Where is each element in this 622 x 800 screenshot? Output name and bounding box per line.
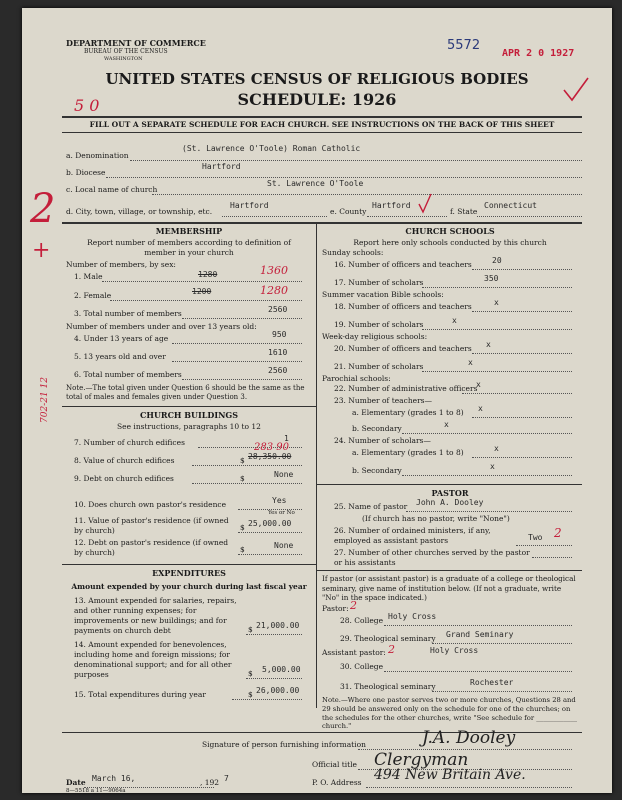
- q22-value: x: [476, 380, 481, 389]
- assistant-value: Holy Cross: [430, 646, 479, 655]
- schools-heading: CHURCH SCHOOLS: [405, 226, 495, 236]
- q12-label: 12. Debt on pastor's residence (if owned by church): [74, 538, 229, 557]
- q24b-label: b. Secondary: [352, 466, 402, 475]
- county-label: e. County: [330, 207, 367, 216]
- city-value: Hartford: [230, 201, 269, 210]
- q7-value: 1: [284, 434, 289, 443]
- q6-label: 6. Total number of members: [74, 370, 182, 379]
- q8-new-value: 283 90: [254, 442, 289, 453]
- q4-value: 950: [272, 330, 287, 339]
- sunday-label: Sunday schools:: [322, 248, 384, 257]
- margin-mark-plus: +: [32, 238, 51, 263]
- q25-value: John A. Dooley: [416, 498, 484, 507]
- q17-value: 350: [484, 274, 499, 283]
- assistant-label: Assistant pastor:: [322, 648, 386, 657]
- q23a-label: a. Elementary (grades 1 to 8): [352, 408, 464, 417]
- q2-label: 2. Female: [74, 291, 112, 300]
- diocese-value: Hartford: [202, 162, 241, 171]
- check-mark-icon: [562, 76, 590, 104]
- weekday-label: Week-day religious schools:: [322, 332, 428, 341]
- date-label: Date: [66, 778, 86, 787]
- state-label: f. State: [450, 207, 478, 216]
- q27-label: 27. Number of other churches served by the pastor or his assistants: [334, 548, 530, 567]
- address-label: P. O. Address: [312, 778, 362, 787]
- local-name-label: c. Local name of church: [66, 185, 158, 194]
- buildings-subheading: See instructions, paragraphs 10 to 12: [117, 422, 261, 431]
- q13-value: 21,000.00: [256, 621, 300, 630]
- q28-label: 28. College: [340, 616, 384, 625]
- instruction-rule: [62, 132, 582, 133]
- age-intro: Number of members under and over 13 years old:: [66, 322, 257, 331]
- assistant-mark: 2: [388, 643, 395, 656]
- q3-label: 3. Total number of members: [74, 309, 182, 318]
- q17-label: 17. Number of scholars: [334, 278, 424, 287]
- q12-value: None: [274, 541, 294, 550]
- q1-value: 1360: [260, 264, 288, 277]
- q18-label: 18. Number of officers and teachers: [334, 302, 472, 311]
- buildings-heading: CHURCH BUILDINGS: [140, 410, 238, 420]
- page-title: UNITED STATES CENSUS OF RELIGIOUS BODIES: [105, 70, 529, 88]
- q23-label: 23. Number of teachers—: [334, 396, 433, 405]
- membership-note: Note.—The total given under Question 6 should be the same as the total of males and females given under Question 3.: [66, 384, 305, 401]
- column-divider: [316, 222, 317, 708]
- q2-old-value: 1280: [260, 284, 288, 297]
- q25-label: 25. Name of pastor: [334, 502, 408, 511]
- expenditures-subheading: Amount expended by your church during last fiscal year: [71, 582, 307, 591]
- denomination-label: a. Denomination: [66, 151, 129, 160]
- q28-value: Holy Cross: [388, 612, 437, 621]
- q31-label: 31. Theological seminary: [340, 682, 436, 691]
- date-year: 7: [224, 774, 229, 783]
- check-mark-icon: [417, 192, 433, 214]
- pastor-note: Note.—Where one pastor serves two or more churches, Questions 28 and 29 should be answered only on the schedule for one of the churches; on the schedules for the other churches, write "See schedule for ____________ church.": [322, 696, 578, 731]
- q15-label: 15. Total expenditures during year: [74, 690, 206, 699]
- q5-label: 5. 13 years old and over: [74, 352, 166, 361]
- summer-label: Summer vacation Bible schools:: [322, 290, 444, 299]
- date-year-prefix: , 192: [200, 778, 220, 787]
- signature-value: J.A. Dooley: [422, 728, 516, 748]
- q11-label: 11. Value of pastor's residence (if owned by church): [74, 516, 229, 535]
- official-title-label: Official title: [312, 760, 357, 769]
- form-code: 8—5518 a 11—9064a: [66, 788, 126, 793]
- q10-options: Yes or No: [268, 510, 295, 516]
- q5-value: 1610: [268, 348, 288, 357]
- q9-label: 9. Debt on church edifices: [74, 474, 174, 483]
- pastor-label: Pastor:: [322, 604, 349, 613]
- department-name: DEPARTMENT OF COMMERCE: [66, 38, 206, 48]
- pastor-heading: PASTOR: [431, 488, 469, 498]
- q15-value: 26,000.00: [256, 686, 300, 695]
- q11-value: 25,000.00: [248, 519, 292, 528]
- q4-label: 4. Under 13 years of age: [74, 334, 169, 343]
- form-number: 5572: [447, 38, 481, 53]
- by-sex-label: Number of members, by sex:: [66, 260, 176, 269]
- q8-label: 8. Value of church edifices: [74, 456, 175, 465]
- bureau-city: WASHINGTON: [104, 56, 143, 62]
- state-value: Connecticut: [484, 201, 537, 210]
- parochial-label: Parochial schools:: [322, 374, 391, 383]
- q9-value: None: [274, 470, 294, 479]
- q1-old-value: 1280: [198, 270, 218, 279]
- date-value: March 16,: [92, 774, 136, 783]
- q19-label: 19. Number of scholars: [334, 320, 424, 329]
- membership-heading: MEMBERSHIP: [155, 226, 223, 236]
- schools-intro: Report here only schools conducted by this church: [353, 238, 547, 247]
- received-date-stamp: APR 2 0 1927: [502, 48, 575, 59]
- q23b-label: b. Secondary: [352, 424, 402, 433]
- instruction-line: FILL OUT A SEPARATE SCHEDULE FOR EACH CHURCH. SEE INSTRUCTIONS ON THE BACK OF THIS SHEET: [89, 120, 555, 129]
- page-subtitle: SCHEDULE: 1926: [237, 90, 397, 109]
- q10-value: Yes: [272, 496, 287, 505]
- q7-label: 7. Number of church edifices: [74, 438, 185, 447]
- q24a-label: a. Elementary (grades 1 to 8): [352, 448, 464, 457]
- city-label: d. City, town, village, or township, etc.: [66, 207, 213, 216]
- header-rule: [62, 116, 582, 118]
- q14-value: 5,000.00: [262, 665, 301, 674]
- signature-label: Signature of person furnishing information: [202, 740, 366, 749]
- q19-value: x: [452, 316, 457, 325]
- q3-value: 2560: [268, 305, 288, 314]
- margin-mark-2: 2: [30, 186, 56, 232]
- margin-mark: 5 0: [74, 96, 100, 115]
- q16-value: 20: [492, 256, 502, 265]
- diocese-label: b. Diocese: [66, 168, 106, 177]
- q26-value: Two: [528, 533, 543, 542]
- q30-label: 30. College: [340, 662, 384, 671]
- side-note: 702-21 12: [40, 377, 50, 423]
- address-value: 494 New Britain Ave.: [374, 767, 526, 783]
- local-name-value: St. Lawrence O'Toole: [267, 179, 364, 188]
- expenditures-heading: EXPENDITURES: [152, 568, 226, 578]
- denomination-value: (St. Lawrence O'Toole) Roman Catholic: [182, 144, 361, 153]
- bureau-name: BUREAU OF THE CENSUS: [84, 48, 168, 55]
- q8-value: 28,350.00: [248, 452, 292, 461]
- q20-value: x: [486, 340, 491, 349]
- q22-label: 22. Number of administrative officers: [334, 384, 478, 393]
- census-schedule-sheet: DEPARTMENT OF COMMERCE BUREAU OF THE CENSUS WASHINGTON 5572 APR 2 0 1927 UNITED STATES CENSUS OF RELIGIOUS BODIES SCHEDULE: 1926 5 0 FILL OUT A SEPARATE SCHEDULE FOR EACH CHURCH. SEE INSTRUCTIONS ON THE BACK OF THIS SHEET a. Denomination (St. Lawrence O'Toole) Roman Catholic b. Diocese Hartford c. Local name of church St. Lawrence O'Toole d. City, town, village, or township, etc. Hartford e. County Hartford f. State Connecticut 2 + MEMBERSHIP Report number of members according to definition of member in your church Number of members, by sex: 1. Male 1280 1360 2. Female 1200 1280 3. Total number of members 2560 Number of members under and over 13 years old: 4. Under 13 years of age 950 5. 13 years old and over 1610 6. Total number of members 2560 Note.—The total given under Question 6 should be the same as the total of males and females given under Question 3. CHURCH BUILDINGS See instructions, paragraphs 10 to 12 702-21 12 7. Number of church edifices 1 8. Value of church edifices $ 28,350.00 283 90 9. Debt on church edifices $ None 10. Does church own pastor's residence Yes Yes or No 11. Value of pastor's residence (if owned by church) $ 25,000.00 12. Debt on pastor's residence (if owned by church) $ None EXPENDITURES Amount expended by your church during last fiscal year 13. Amount expended for salaries, repairs, and other running expenses; for improvements or new buildings; and for payments on church debt $ 21,000.00 14. Amount expended for benevolences, including home and foreign missions; for denominational support; and for all other purposes $ 5,000.00 15. Total expenditures during year $ 26,000.00 CHURCH SCHOOLS Report here only schools conducted by this church Sunday schools: 16. Number of officers and teachers 20 17. Number of scholars 350 Summer vacation Bible schools: 18. Number of officers and teachers x 19. Number of scholars x Week-day religious schools: 20. Number of officers and teachers x 21. Number of scholars x Parochial schools: 22. Number of administrative officers x 23. Number of teachers— a. Elementary (grades 1 to 8) x b. Secondary x 24. Number of scholars— a. Elementary (grades 1 to 8) x b. Secondary x PASTOR 25. Name of pastor John A. Dooley (If church has no pastor, write "None") 26. Number of ordained ministers, if any, employed as assistant pastors Two 2 27. Number of other churches served by the pastor or his assistants If pastor (or assistant pastor) is a graduate of a college or theological seminary, give name of institution below. (If not a graduate, write "No" in the space indicated.) Pastor: 2 28. College Holy Cross 29. Theological seminary Grand Seminary Assistant pastor: 2 Holy Cross 30. College 31. Theological seminary Rochester Note.—Where one pastor serves two or more churches, Questions 28 and 29 should be answered only on the schedule for one of the churches; on the schedules for the other churches, write "See schedule for ____________ church." Signature of person furnishing information J.A. Dooley Official title Clergyman Date March 16, , 192 7 8—5518 a 11—9064a P. O. Address 494 New Britain Ave.: [22, 8, 612, 793]
- q29-value: Grand Seminary: [446, 630, 514, 639]
- q21-label: 21. Number of scholars: [334, 362, 424, 371]
- q29-label: 29. Theological seminary: [340, 634, 436, 643]
- official-title-value: Clergyman: [374, 750, 469, 770]
- q18-value: x: [494, 298, 499, 307]
- q24a-value: x: [494, 444, 499, 453]
- q1-label: 1. Male: [74, 272, 103, 281]
- q6-value: 2560: [268, 366, 288, 375]
- q25-note: (If church has no pastor, write "None"): [362, 514, 510, 523]
- q23a-value: x: [478, 404, 483, 413]
- q23b-value: x: [444, 420, 449, 429]
- graduate-note: If pastor (or assistant pastor) is a graduate of a college or theological seminary, give name of institution below. (If not a graduate, write "No" in the space indicated.): [322, 574, 576, 602]
- q13-label: 13. Amount expended for salaries, repairs, and other running expenses; for improvements or new buildings; and for payments on church debt: [74, 596, 237, 635]
- q20-label: 20. Number of officers and teachers: [334, 344, 472, 353]
- q26-mark: 2: [554, 526, 562, 540]
- q10-label: 10. Does church own pastor's residence: [74, 500, 227, 509]
- q26-label: 26. Number of ordained ministers, if any, employed as assistant pastors: [334, 526, 491, 545]
- county-value: Hartford: [372, 201, 411, 210]
- membership-intro: Report number of members according to definition of member in your church: [87, 238, 291, 257]
- q21-value: x: [468, 358, 473, 367]
- q31-value: Rochester: [470, 678, 514, 687]
- q16-label: 16. Number of officers and teachers: [334, 260, 472, 269]
- q14-label: 14. Amount expended for benevolences, including home and foreign missions; for denominational support; and for all other purposes: [74, 640, 232, 679]
- q24b-value: x: [490, 462, 495, 471]
- q2-value: 1200: [192, 287, 212, 296]
- q24-label: 24. Number of scholars—: [334, 436, 431, 445]
- pastor-mark: 2: [350, 599, 357, 612]
